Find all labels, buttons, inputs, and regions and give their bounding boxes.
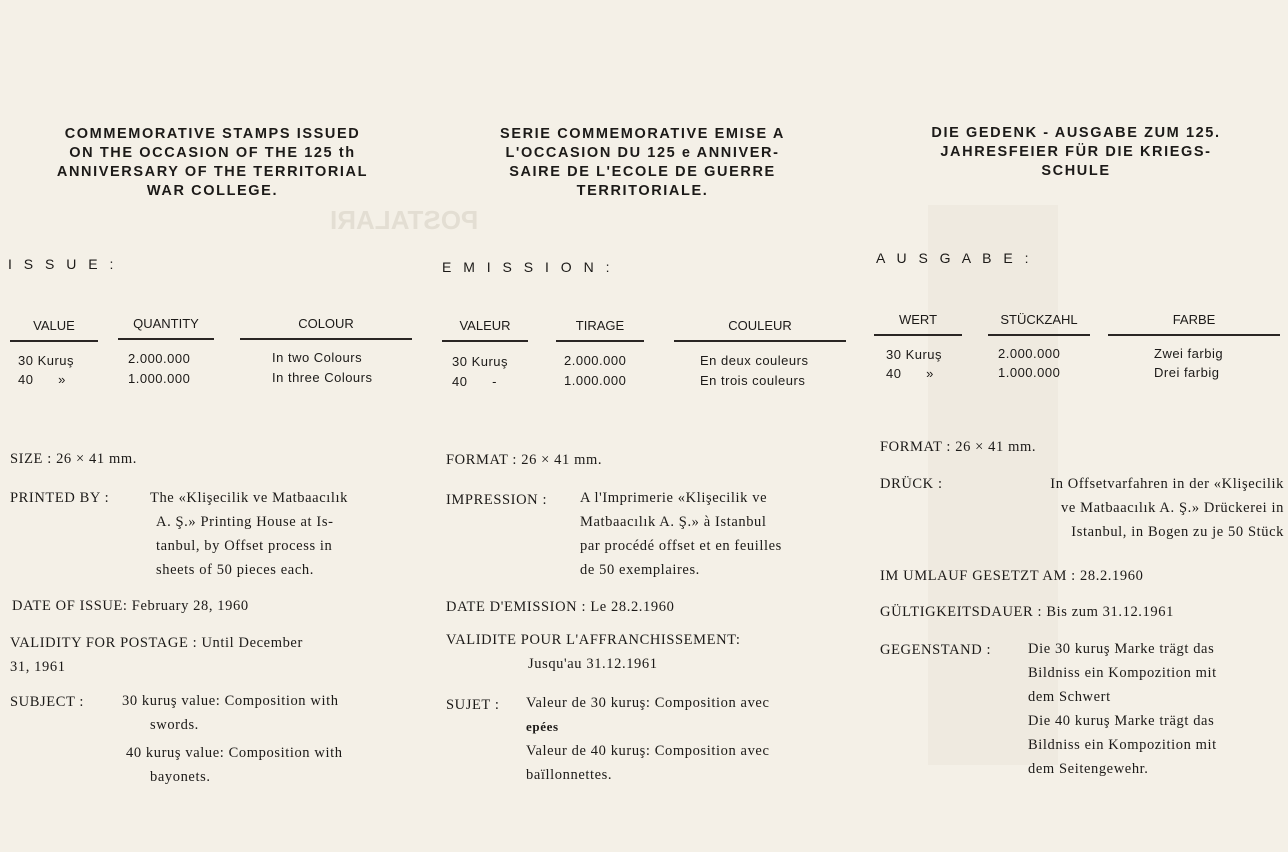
french-row-1-tirage: 2.000.000 <box>564 353 627 368</box>
german-heading: DIE GEDENK - AUSGABE ZUM 125. JAHRESFEIER FÜR DIE KRIEGS- SCHULE <box>931 125 1221 179</box>
english-row-2-value: 40 » <box>18 372 66 387</box>
german-row-2-wert: 40 » <box>886 366 934 381</box>
german-row-1-farbe: Zwei farbig <box>1154 346 1224 361</box>
english-subject-text: 30 kuruş value: Composition with swords. 40 kuruş value: Composition with bayonets. <box>122 693 343 785</box>
english-issue-label: I S S U E : <box>8 256 118 272</box>
german-row-1-stuckzahl: 2.000.000 <box>998 346 1061 361</box>
german-ausgabe-label: A U S G A B E : <box>876 250 1033 266</box>
french-row-1-couleur: En deux couleurs <box>700 353 809 368</box>
english-row-2-quantity: 1.000.000 <box>128 371 191 386</box>
english-validity: VALIDITY FOR POSTAGE : Until December 31, 1961 <box>10 635 303 675</box>
english-row-1-value: 30 Kuruş <box>18 353 75 368</box>
english-printed-by-text: The «Klişecilik ve Matbaacılık A. Ş.» Printing House at Is- tanbul, by Offset process in sheets of 50 pieces each. <box>150 490 348 578</box>
french-emission-label: E M I S S I O N : <box>442 259 614 275</box>
german-im-umlauf: IM UMLAUF GESETZT AM : 28.2.1960 <box>880 568 1144 584</box>
english-row-2-colour: In three Colours <box>272 370 373 385</box>
german-row-2-farbe: Drei farbig <box>1154 365 1220 380</box>
english-date-of-issue: DATE OF ISSUE: February 28, 1960 <box>12 598 249 614</box>
german-druck-label: DRÜCK : <box>880 476 943 492</box>
french-impression-text: A l'Imprimerie «Klişecilik ve Matbaacılık A. Ş.» à Istanbul par procédé offset et en feuilles de 50 exemplaires. <box>580 490 782 578</box>
french-sujet-label: SUJET : <box>446 697 500 713</box>
german-gegenstand-text: Die 30 kuruş Marke trägt das Bildniss ein Kompozition mit dem Schwert Die 40 kuruş Marke trägt das Bildniss ein Kompozition mit dem Seitengewehr. <box>1028 641 1217 777</box>
german-header-farbe: FARBE <box>1108 312 1280 336</box>
french-sujet-text: Valeur de 30 kuruş: Composition avec epées Valeur de 40 kuruş: Composition avec baïllonnettes. <box>526 695 770 783</box>
french-row-2-value: 40 - <box>452 374 497 389</box>
french-format: FORMAT : 26 × 41 mm. <box>446 452 603 468</box>
french-date-emission: DATE D'EMISSION : Le 28.2.1960 <box>446 599 675 615</box>
french-heading: SERIE COMMEMORATIVE EMISE A L'OCCASION DU 125 e ANNIVER- SAIRE DE L'ECOLE DE GUERRE TERRITORIALE. <box>500 126 785 199</box>
german-row-1-wert: 30 Kuruş <box>886 347 943 362</box>
english-header-quantity: QUANTITY <box>118 316 214 340</box>
english-heading: COMMEMORATIVE STAMPS ISSUED ON THE OCCASION OF THE 125 th ANNIVERSARY OF THE TERRITORIAL WAR COLLEGE. <box>56 126 369 199</box>
german-row-2-stuckzahl: 1.000.000 <box>998 365 1061 380</box>
german-gultigkeitsdauer: GÜLTIGKEITSDAUER : Bis zum 31.12.1961 <box>880 604 1174 620</box>
french-header-tirage: TIRAGE <box>556 318 644 342</box>
english-subject-label: SUBJECT : <box>10 694 85 710</box>
german-header-wert: WERT <box>874 312 962 336</box>
french-header-couleur: COULEUR <box>674 318 846 342</box>
english-size: SIZE : 26 × 41 mm. <box>10 451 137 467</box>
french-impression-label: IMPRESSION : <box>446 492 548 508</box>
english-header-value: VALUE <box>10 318 98 342</box>
french-validite: VALIDITE POUR L'AFFRANCHISSEMENT: Jusqu'au 31.12.1961 <box>446 632 741 672</box>
french-header-valeur: VALEUR <box>442 318 528 342</box>
german-gegenstand-label: GEGENSTAND : <box>880 642 992 658</box>
french-row-2-tirage: 1.000.000 <box>564 373 627 388</box>
german-druck-text: In Offsetvarfahren in der «Klişecilik ve Matbaacılık A. Ş.» Drückerei in Istanbul, in Bogen zu je 50 Stück <box>1050 476 1284 540</box>
english-header-colour: COLOUR <box>240 316 412 340</box>
german-format: FORMAT : 26 × 41 mm. <box>880 439 1037 455</box>
french-row-1-value: 30 Kuruş <box>452 354 509 369</box>
english-row-1-quantity: 2.000.000 <box>128 351 191 366</box>
french-row-2-couleur: En trois couleurs <box>700 373 806 388</box>
german-header-stuckzahl: STÜCKZAHL <box>988 312 1090 336</box>
show-through-text: POSTALARI <box>330 205 479 235</box>
english-row-1-colour: In two Colours <box>272 350 363 365</box>
english-printed-by-label: PRINTED BY : <box>10 490 110 506</box>
